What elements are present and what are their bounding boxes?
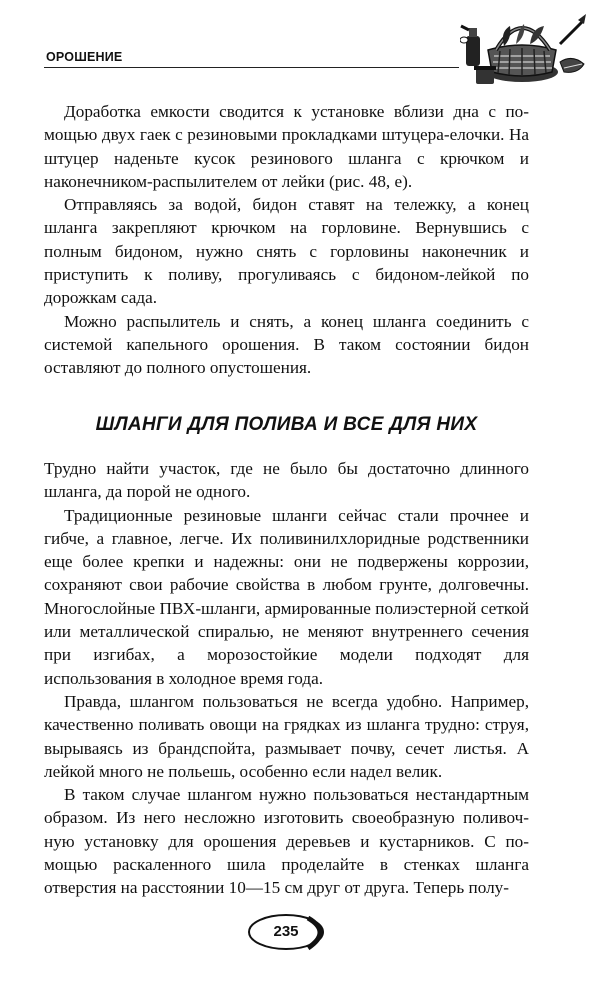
paragraph: В таком случае шлангом нужно пользоваться нестандартным образом. Из него несложно изготовить своеобразную поливочную установку для орошения деревьев и кустарников. С помощью раскаленного шила проделайте в стенках шланга отверстия на расстоянии 10—15 см друг от друга. Теперь полу- — [44, 785, 529, 898]
page-number: 235 — [273, 923, 299, 940]
section-heading: ШЛАНГИ ДЛЯ ПОЛИВА И ВСЕ ДЛЯ НИХ — [95, 414, 478, 435]
page-number-badge — [246, 912, 332, 952]
section-after-text — [44, 457, 529, 900]
section-before-text — [44, 100, 529, 380]
paragraph: Можно распылитель и снять, а конец шланга соединить с системой капельного орошения. В таком состоянии бидон оставляют до полного опустошения. — [44, 311, 529, 378]
paragraph: Традиционные резиновые шланги сейчас стали прочнее и гибче, а главное, легче. Их поливинилхлоридные родственники еще более крепки и надежны: они не подвержены коррозии, сохраняют свои рабочие свойства в любом грунте, долговечны. Многослойные ПВХ-шланги, армированные полиэстерной сеткой или металлической спиралью, не меняют внутреннего сечения при изгибах, а морозостойкие модели подходят для использования в холодное время года. — [44, 505, 529, 688]
header-rule — [44, 67, 459, 68]
paragraph: Отправляясь за водой, бидон ставят на тележку, а конец шланга закрепляют крючком на горловине. Вернувшись с полным бидоном, нужно снять с горловины наконечник и приступить к поливу, прогуливаясь с бидоном-лейкой по дорожкам сада. — [44, 195, 529, 308]
garden-tools-basket-icon — [460, 10, 588, 92]
paragraph: Доработка емкости сводится к установке вблизи дна с помощью двух гаек с резиновыми прокладками штуцера-елочки. На штуцер наденьте кусок резинового шланга с крючком и наконечником-распылителем от лейки (рис. 48, е). — [44, 102, 529, 191]
paragraph: Правда, шлангом пользоваться не всегда удобно. Например, качественно поливать овощи на грядках из шланга трудно: струя, вырываясь из брандспойта, размывает почву, сечет листья. А лейкой много не польешь, особенно если надел велик. — [44, 691, 529, 781]
paragraph: Трудно найти участок, где не было бы достаточно длинного шланга, да порой не одного. — [44, 459, 529, 502]
running-header: ОРОШЕНИЕ — [46, 50, 123, 64]
